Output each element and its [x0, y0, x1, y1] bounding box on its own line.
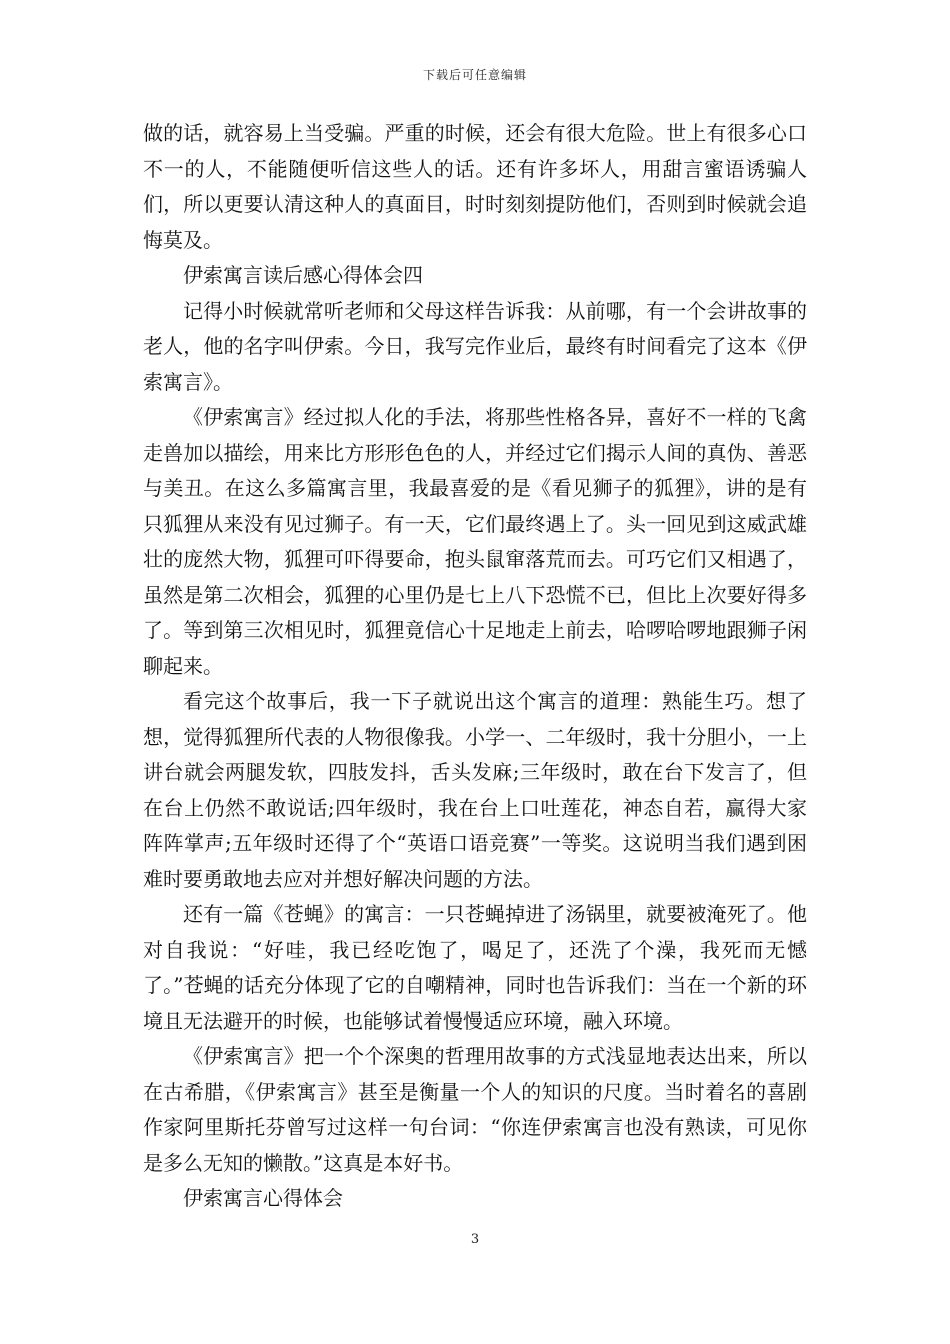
- page-header: 下载后可任意编辑: [422, 68, 527, 82]
- paragraph-conclusion: 《伊索寓言》把一个个深奥的哲理用故事的方式浅显地表达出来，所以在古希腊，《伊索寓言》甚至是衡量一个人的知识的尺度。当时着名的喜剧作家阿里斯托芬曾写过这样一句台词：“你连伊索寓言也没有熟读，可见你是多么无知的懒散。”这真是本好书。: [143, 1044, 807, 1175]
- section-heading-reflection: 伊索寓言心得体会: [183, 1186, 343, 1210]
- paragraph-lesson: 看完这个故事后，我一下子就说出这个寓言的道理：熟能生巧。想了想，觉得狐狸所代表的人物很像我。小学一、二年级时，我十分胆小，一上讲台就会两腿发软，四肢发抖，舌头发麻;三年级时，敢在台下发言了，但在台上仍然不敢说话;四年级时，我在台上口吐莲花，神态自若，赢得大家阵阵掌声;五年级时还得了个“英语口语竞赛”一等奖。这说明当我们遇到困难时要勇敢地去应对并想好解决问题的方法。: [143, 689, 807, 891]
- paragraph-fly-story: 还有一篇《苍蝇》的寓言：一只苍蝇掉进了汤锅里，就要被淹死了。他对自我说：“好哇，我已经吃饱了，喝足了，还洗了个澡，我死而无憾了。”苍蝇的话充分体现了它的自嘲精神，同时也告诉我们：当在一个新的环境且无法避开的时候，也能够试着慢慢适应环境，融入环境。: [143, 902, 807, 1033]
- page-number: 3: [470, 1232, 480, 1247]
- paragraph-continuation: 做的话，就容易上当受骗。严重的时候，还会有很大危险。世上有很多心口不一的人，不能随便听信这些人的话。还有许多坏人，用甜言蜜语诱骗人们，所以更要认清这种人的真面目，时时刻刻提防他们，否则到时候就会追悔莫及。: [143, 121, 807, 252]
- document-body: [143, 116, 807, 1217]
- paragraph-fox-story: 《伊索寓言》经过拟人化的手法，将那些性格各异，喜好不一样的飞禽走兽加以描绘，用来比方形形色色的人，并经过它们揭示人间的真伪、善恶与美丑。在这么多篇寓言里，我最喜爱的是《看见狮子的狐狸》，讲的是有只狐狸从来没有见过狮子。有一天，它们最终遇上了。头一回见到这威武雄壮的庞然大物，狐狸可吓得要命，抱头鼠窜落荒而去。可巧它们又相遇了，虽然是第二次相会，狐狸的心里仍是七上八下恐慌不已，但比上次要好得多了。等到第三次相见时，狐狸竟信心十足地走上前去，哈啰哈啰地跟狮子闲聊起来。: [143, 405, 807, 678]
- paragraph-intro: 记得小时候就常听老师和父母这样告诉我：从前哪，有一个会讲故事的老人，他的名字叫伊索。今日，我写完作业后，最终有时间看完了这本《伊索寓言》。: [143, 298, 807, 394]
- section-heading-reflection-four: 伊索寓言读后感心得体会四: [183, 263, 423, 287]
